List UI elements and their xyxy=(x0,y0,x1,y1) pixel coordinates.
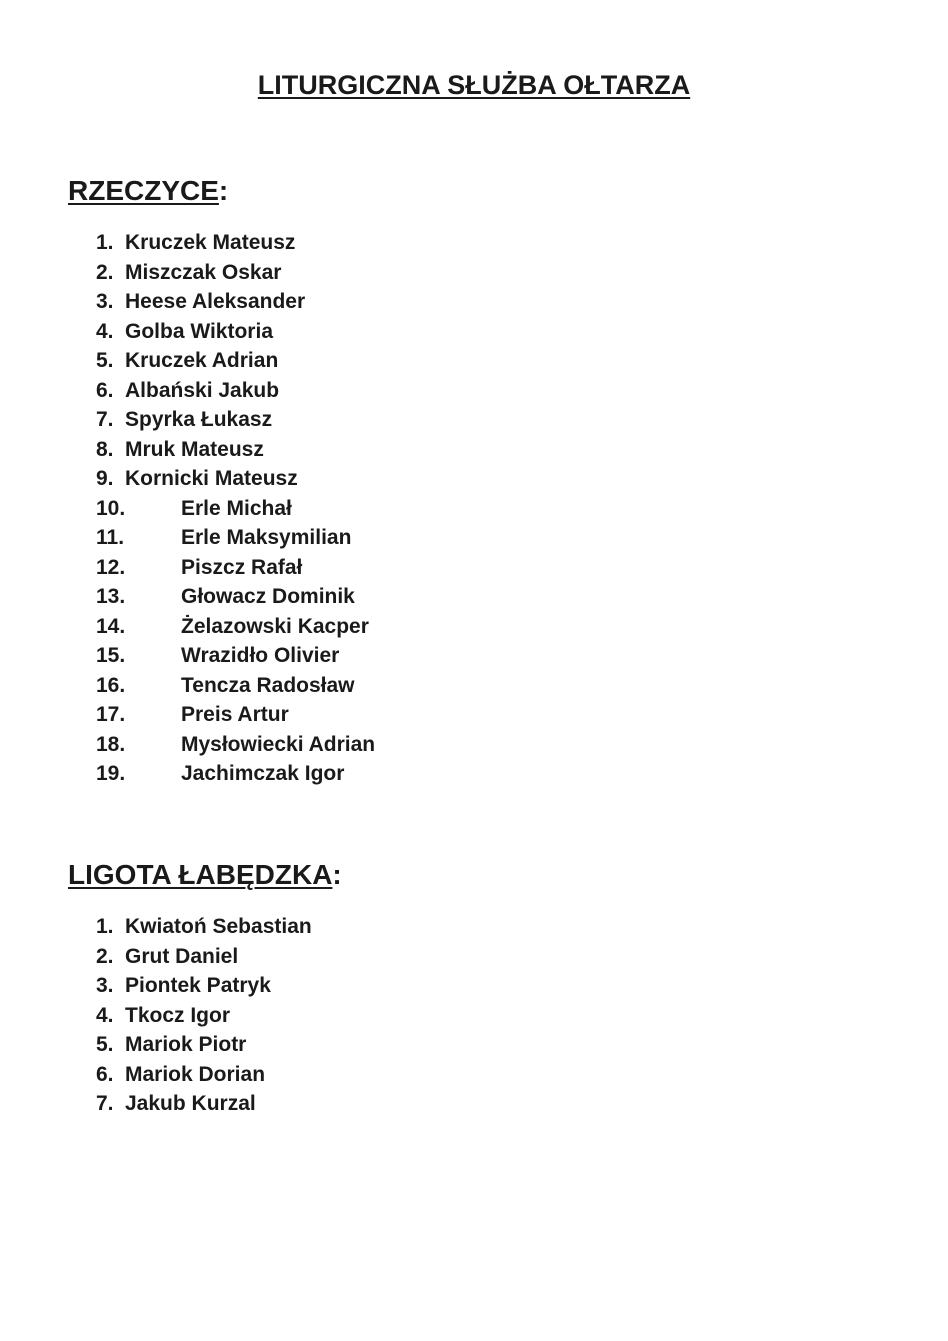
list-item-name: Albański Jakub xyxy=(125,378,280,402)
list-item xyxy=(96,228,296,258)
list-item-name: Grut Daniel xyxy=(125,944,239,968)
section-heading-colon: : xyxy=(332,859,342,890)
list-item-number: 19. xyxy=(96,762,126,785)
list-item-name: Golba Wiktoria xyxy=(125,319,273,343)
list-item xyxy=(96,582,355,612)
list-item xyxy=(96,730,376,760)
list-item-name: Piszcz Rafał xyxy=(181,555,303,579)
list-item-number: 18. xyxy=(96,732,126,756)
list-item xyxy=(96,700,289,730)
list-item-name: Jachimczak Igor xyxy=(181,762,345,785)
list-item-number: 3. xyxy=(96,290,114,313)
list-item-number: 12. xyxy=(96,555,126,579)
list-item-number: 17. xyxy=(96,703,126,726)
section-heading-ligota-labedzka xyxy=(68,858,342,892)
list-item-number: 6. xyxy=(96,1062,114,1086)
list-item-number: 1. xyxy=(96,915,114,938)
name-list-ligota-labedzka xyxy=(96,912,312,1119)
list-item-name: Tencza Radosław xyxy=(181,673,355,697)
list-item-number: 4. xyxy=(96,1003,114,1027)
section-heading-text: RZECZYCE xyxy=(68,175,219,206)
list-item-name: Kwiatoń Sebastian xyxy=(125,915,312,938)
list-item xyxy=(96,523,352,553)
list-item-name: Preis Artur xyxy=(181,703,289,726)
section-heading-colon: : xyxy=(218,175,229,206)
list-item-number: 5. xyxy=(96,1033,114,1056)
section-heading-rzeczyce xyxy=(68,174,228,208)
list-item-number: 6. xyxy=(96,378,114,402)
list-item xyxy=(96,376,280,406)
list-item xyxy=(96,641,340,671)
list-item xyxy=(96,1030,247,1060)
list-item-number: 15. xyxy=(96,644,126,667)
list-item xyxy=(96,317,273,347)
list-item-number: 13. xyxy=(96,585,126,608)
list-item-name: Głowacz Dominik xyxy=(181,585,355,608)
list-item xyxy=(96,912,312,942)
list-item xyxy=(96,1060,266,1090)
list-item xyxy=(96,1089,256,1119)
list-item xyxy=(96,759,345,789)
list-item xyxy=(96,405,273,435)
list-item xyxy=(96,612,369,642)
list-item-name: Spyrka Łukasz xyxy=(125,408,273,431)
list-item-number: 1. xyxy=(96,231,114,254)
document-title xyxy=(0,68,948,102)
list-item-number: 11. xyxy=(96,526,125,549)
list-item-number: 2. xyxy=(96,944,114,968)
list-item-name: Żelazowski Kacper xyxy=(181,614,369,638)
list-item-name: Mruk Mateusz xyxy=(125,437,264,461)
list-item-number: 9. xyxy=(96,467,114,490)
list-item-name: Kornicki Mateusz xyxy=(125,467,298,490)
list-item-name: Mariok Piotr xyxy=(125,1033,247,1056)
list-item-name: Wrazidło Olivier xyxy=(181,644,340,667)
list-item-number: 14. xyxy=(96,614,126,638)
list-item-name: Miszczak Oskar xyxy=(125,260,282,284)
list-item-name: Piontek Patryk xyxy=(125,974,271,997)
list-item-number: 2. xyxy=(96,260,114,284)
list-item-name: Kruczek Mateusz xyxy=(125,231,296,254)
list-item-name: Kruczek Adrian xyxy=(125,349,279,372)
list-item xyxy=(96,258,282,288)
list-item-number: 10. xyxy=(96,496,126,520)
list-item-number: 3. xyxy=(96,974,114,997)
list-item xyxy=(96,435,264,465)
list-item xyxy=(96,287,306,317)
document-title-text: LITURGICZNA SŁUŻBA OŁTARZA xyxy=(257,70,691,100)
list-item-name: Heese Aleksander xyxy=(125,290,306,313)
list-item xyxy=(96,464,298,494)
list-item-name: Erle Michał xyxy=(181,496,292,520)
list-item-name: Erle Maksymilian xyxy=(181,526,352,549)
list-item-number: 8. xyxy=(96,437,114,461)
list-item-number: 7. xyxy=(96,1092,114,1115)
list-item xyxy=(96,553,303,583)
list-item xyxy=(96,346,279,376)
name-list-rzeczyce xyxy=(96,228,376,789)
list-item-name: Jakub Kurzal xyxy=(125,1092,256,1115)
list-item xyxy=(96,494,292,524)
list-item-name: Tkocz Igor xyxy=(125,1003,231,1027)
list-item xyxy=(96,942,239,972)
list-item-number: 4. xyxy=(96,319,114,343)
list-item-name: Mariok Dorian xyxy=(125,1062,266,1086)
section-heading-text: LIGOTA ŁABĘDZKA xyxy=(68,859,333,890)
list-item-number: 16. xyxy=(96,673,126,697)
list-item-number: 7. xyxy=(96,408,114,431)
list-item xyxy=(96,1001,231,1031)
list-item-name: Mysłowiecki Adrian xyxy=(181,732,376,756)
list-item-number: 5. xyxy=(96,349,114,372)
list-item xyxy=(96,671,355,701)
list-item xyxy=(96,971,271,1001)
